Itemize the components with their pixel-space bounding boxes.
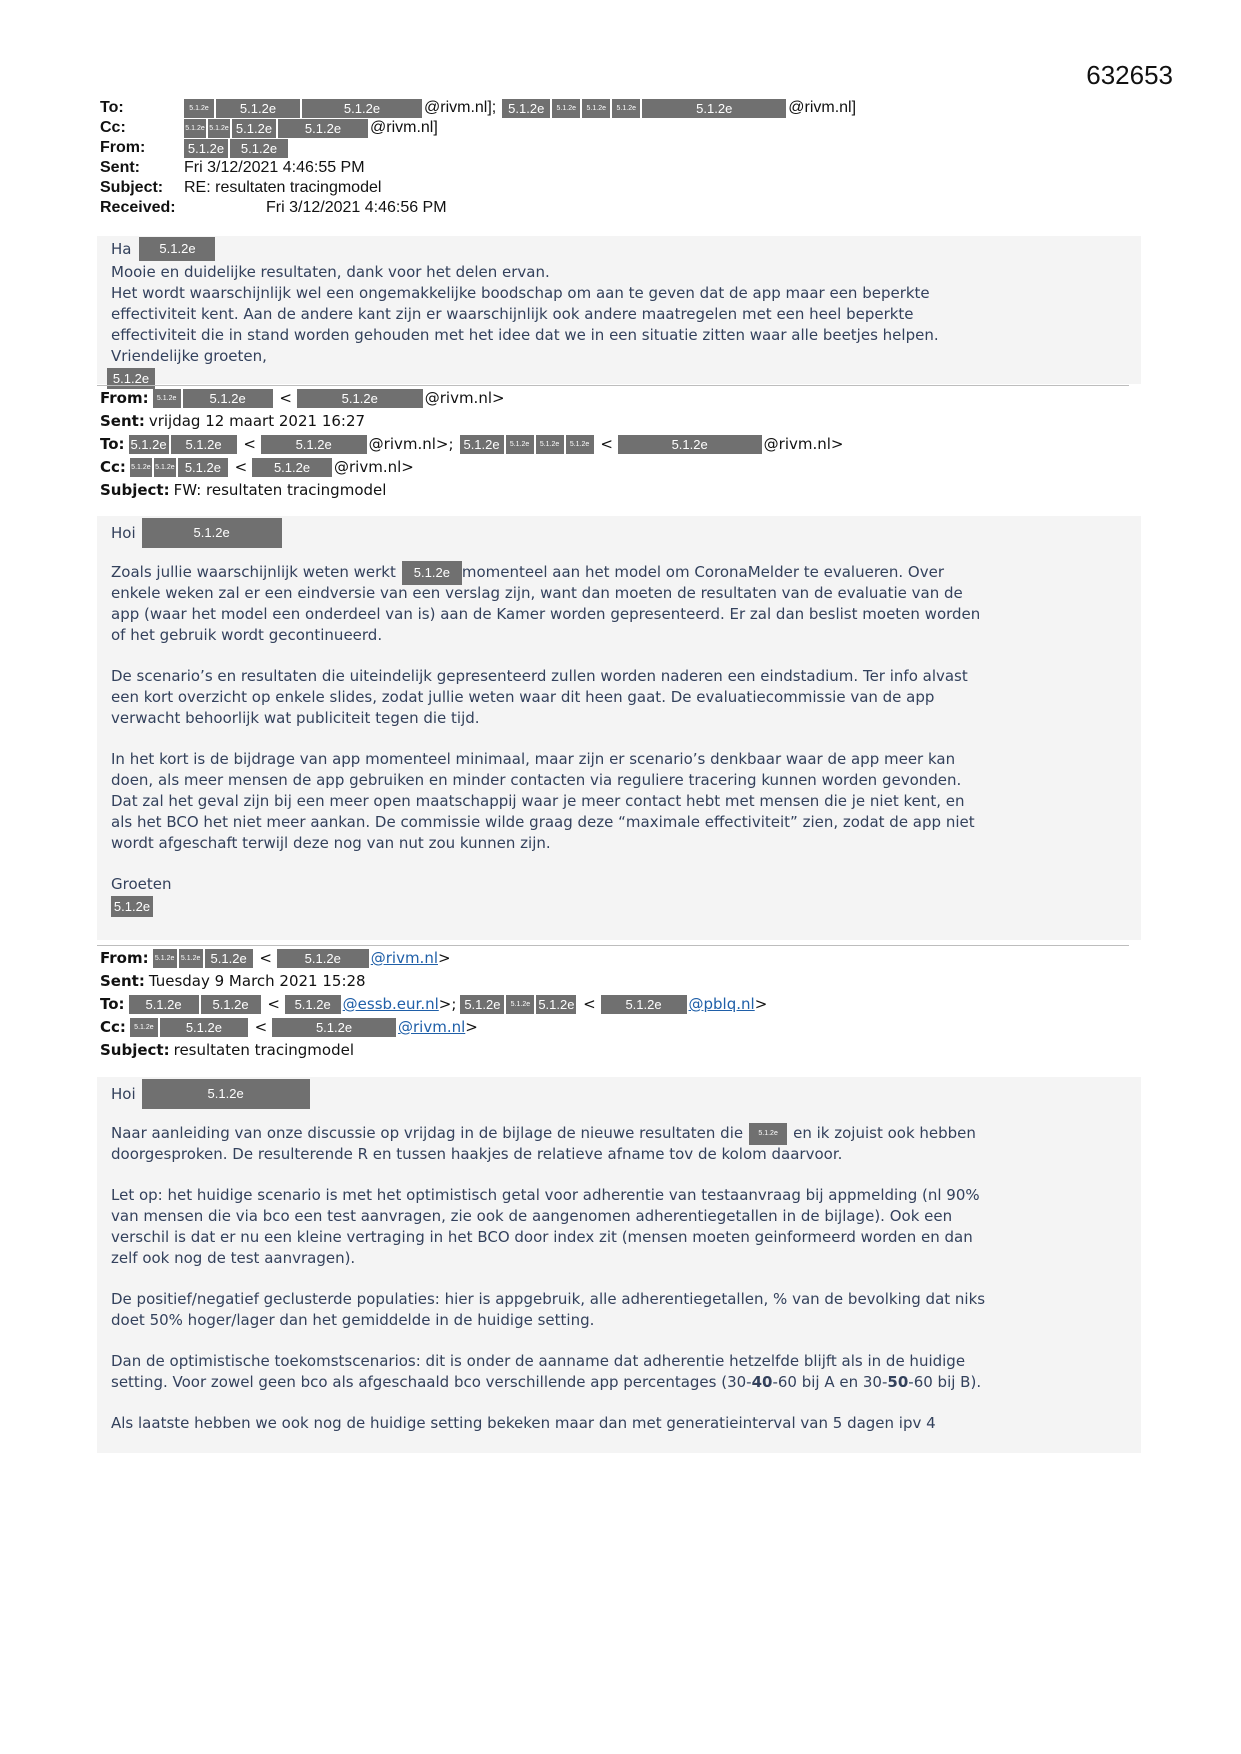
subject-value: FW: resultaten tracingmodel [173,481,387,499]
message-2-line: een kort overzicht op enkele slides, zodat jullie weten waar dit heen gaat. De evaluatiecommissie van de app [111,688,935,706]
redaction: 5.1.2e [216,99,300,118]
message-3-line: verschil is dat er nu een kleine vertraging in het BCO door index zit (mensen moeten geinformeerd worden en dan [111,1228,973,1246]
message-1-line: Mooie en duidelijke resultaten, dank voor het delen ervan. [111,263,550,281]
redaction: 5.1.2e [184,139,228,158]
to-row [100,98,856,118]
subject-value: resultaten tracingmodel [173,1041,355,1059]
message-2-line: of het gebruik wordt gecontinueerd. [111,626,383,644]
redaction: 5.1.2e [302,99,422,118]
redaction: 5.1.2e [160,1018,248,1037]
redaction: 5.1.2e [111,896,153,917]
redaction: 5.1.2e [184,119,206,138]
cc-label: Cc: [100,458,126,476]
email-link[interactable]: @rivm.nl [370,949,438,967]
message-2-body [97,516,1141,940]
from-suffix: @rivm.nl> [424,389,505,407]
message-2-line: als het BCO het niet meer aankan. De commissie wilde graag deze “maximale effectiviteit” zien, zodat de app niet [111,813,975,831]
subject-label: Subject: [100,179,164,196]
redaction: 5.1.2e [272,1018,396,1037]
redaction: 5.1.2e [178,458,228,477]
message-2-line: verwacht behoorlijk wat publiciteit tegen die tijd. [111,709,480,727]
to-suffix: @rivm.nl> [763,435,844,453]
message-3-text: -60 bij A en 30- [772,1373,888,1391]
redaction: 5.1.2e [612,99,640,118]
forwarded-header-1: From: 5.1.2e 5.1.2e < 5.1.2e @rivm.nl> Sent: vrijdag 12 maart 2021 16:27 To: 5.1.2e 5.1.2e < 5.1.2e @rivm.nl>; 5.1.2e 5.1.2e 5.1.2e 5.1.2e < 5.1.2e @rivm.nl> Cc: 5.1.2e 5.1.2e 5.1.2e < 5.1.2e @rivm.nl> Subject: FW: resultaten tracingmodel [100,387,844,502]
bold-value: 50 [887,1373,909,1391]
redaction: 5.1.2e [184,99,214,118]
redaction: 5.1.2e [208,119,230,138]
from-label: From: [100,949,149,967]
message-3-text: en ik zojuist ook hebben [793,1124,976,1142]
message-1-body [97,236,1141,384]
redaction: 5.1.2e [277,949,369,968]
redaction: 5.1.2e [179,949,203,968]
message-3-line: doet 50% hoger/lager dan het gemiddelde in de huidige setting. [111,1311,595,1329]
redaction: 5.1.2e [230,139,288,158]
received-label: Received: [100,199,176,216]
redaction: 5.1.2e [460,995,504,1014]
subject-label: Subject: [100,481,170,499]
message-2-line: De scenario’s en resultaten die uiteindelijk gepresenteerd zullen worden naderen een eindstadium. Ter info alvast [111,667,968,685]
redaction: 5.1.2e [460,435,504,454]
redaction: 5.1.2e [130,458,152,477]
forwarded-header-2: From: 5.1.2e 5.1.2e 5.1.2e < 5.1.2e @rivm.nl > Sent: Tuesday 9 March 2021 15:28 To: 5.1.2e 5.1.2e < 5.1.2e @essb.eur.nl >; 5.1.2e 5.1.2e 5.1.2e < 5.1.2e @pblq.nl > Cc: 5.1.2e 5.1.2e < 5.1.2e @rivm.nl > Subject: resultaten tracingmodel [100,947,767,1062]
redaction: 5.1.2e [107,368,155,389]
to-label: To: [100,99,124,116]
sent-value: Tuesday 9 March 2021 15:28 [148,972,366,990]
redaction: 5.1.2e [618,435,762,454]
to-label: To: [100,995,125,1013]
received-row [100,198,856,218]
subject-row [100,178,856,198]
redaction: 5.1.2e [538,997,575,1012]
redaction: 5.1.2e [552,99,580,118]
message-3-line: Als laatste hebben we ook nog de huidige setting bekeken maar dan met generatieinterval van 5 dagen ipv 4 [111,1414,936,1432]
closing: Groeten [111,875,172,893]
redaction: 5.1.2e [506,995,534,1014]
message-3-line: De positief/negatief geclusterde populaties: hier is appgebruik, alle adherentiegetallen, % van de bevolking dat niks [111,1290,986,1308]
message-3-line: zelf ook nog de test aanvragen). [111,1249,356,1267]
message-3-text: -60 bij B). [908,1373,982,1391]
redaction: 5.1.2e [139,237,215,261]
redaction: 5.1.2e [506,435,534,454]
bold-value: 40 [751,1373,773,1391]
message-2-line: app (waar het model een onderdeel van is) aan de Kamer worden gepresenteerd. Er zal dan beslist moeten worden [111,605,981,623]
redaction: 5.1.2e [130,437,167,452]
divider [97,945,1129,946]
redaction: 5.1.2e [642,99,786,118]
message-1-line: effectiviteit kent. Aan de andere kant zijn er waarschijnlijk ook andere maatregelen met een heel beperkte [111,305,914,323]
sent-row [100,158,856,178]
sent-label: Sent: [100,412,145,430]
redaction: 5.1.2e [402,561,462,585]
sent-label: Sent: [100,972,145,990]
redaction: 5.1.2e [154,458,176,477]
message-2-line: enkele weken zal er een eindversie van een verslag zijn, want dan moeten de resultaten van de evaluatie van de [111,584,963,602]
redaction: 5.1.2e [601,995,687,1014]
redaction: 5.1.2e [582,99,610,118]
redaction: 5.1.2e [142,1079,310,1109]
cc-suffix: @rivm.nl] [370,119,438,136]
document-number: 632653 [1086,60,1173,90]
message-3-line: doorgesproken. De resulterende R en tussen haakjes de relatieve afname tov de kolom daarvoor. [111,1145,843,1163]
to-suffix: @rivm.nl>; [368,435,454,453]
cc-suffix: @rivm.nl> [334,458,414,476]
to-suffix: @rivm.nl]; [424,99,497,116]
redaction: 5.1.2e [502,99,550,118]
message-3-text: Naar aanleiding van onze discussie op vrijdag in de bijlage de nieuwe resultaten die [111,1124,744,1142]
from-label: From: [100,139,146,156]
redaction: 5.1.2e [252,458,332,477]
redaction: 5.1.2e [153,949,177,968]
redaction: 5.1.2e [205,949,253,968]
from-label: From: [100,389,149,407]
redaction: 5.1.2e [232,119,276,138]
redaction: 5.1.2e [171,435,237,454]
cc-row [100,118,856,138]
message-3-body [97,1077,1141,1453]
bracket: > [465,1018,478,1036]
from-row [100,138,856,158]
separator: >; [438,995,457,1013]
redaction: 5.1.2e [153,389,181,408]
cc-label: Cc: [100,119,126,136]
message-3-line: Dan de optimistische toekomstscenarios: dit is onder de aanname dat adherentie hetzelfde blijft als in de huidige [111,1352,966,1370]
message-2-text: momenteel aan het model om CoronaMelder te evalueren. Over [461,563,945,581]
redaction: 5.1.2e [130,1018,158,1037]
message-2-text: Zoals jullie waarschijnlijk weten werkt [111,563,396,581]
subject-label: Subject: [100,1041,170,1059]
redaction: 5.1.2e [201,995,261,1014]
message-1-line: effectiviteit die in stand worden gehouden met het idee dat we in een situatie zitten waar alle beetjes helpen. [111,326,939,344]
message-2-line: doen, als meer mensen de app gebruiken en minder contacten via reguliere tracering kunnen worden gevonden. [111,771,962,789]
message-2-line: In het kort is de bijdrage van app momenteel minimaal, maar zijn er scenario’s denkbaar waar de app meer kan [111,750,956,768]
sent-label: Sent: [100,159,140,176]
bracket: > [438,949,451,967]
redaction: 5.1.2e [749,1123,787,1145]
message-3-text: setting. Voor zowel geen bco als afgeschaald bco verschillende app percentages (30- [111,1373,752,1391]
email-link[interactable]: @rivm.nl [398,1018,466,1036]
redaction: 5.1.2e [261,435,367,454]
message-2-line: wordt afgeschaft terwijl deze nog van nut zou kunnen zijn. [111,834,551,852]
greeting: Hoi [111,1084,136,1103]
bracket: > [754,995,768,1013]
email-link[interactable]: @essb.eur.nl [342,995,439,1013]
redaction: 5.1.2e [142,518,282,548]
message-1-line: Vriendelijke groeten, [111,347,267,365]
subject-value: RE: resultaten tracingmodel [184,179,382,196]
to-label: To: [100,435,125,453]
redaction: 5.1.2e [183,389,273,408]
message-3-line: Let op: het huidige scenario is met het optimistisch getal voor adherentie van testaanvraag bij appmelding (nl 90% [111,1186,980,1204]
email-link[interactable]: @pblq.nl [688,995,755,1013]
sent-value: vrijdag 12 maart 2021 16:27 [148,412,366,430]
redaction: 5.1.2e [285,995,341,1014]
received-value: Fri 3/12/2021 4:46:56 PM [266,199,447,216]
greeting: Hoi [111,523,136,542]
message-3-line: van mensen die via bco een test aanvragen, zie ook de aangenomen adherentiegetallen in de bijlage). Ook een [111,1207,953,1225]
message-1-line: Het wordt waarschijnlijk wel een ongemakkelijke boodschap om aan te geven dat de app maar een beperkte [111,284,930,302]
redaction: 5.1.2e [129,995,199,1014]
redaction: 5.1.2e [536,435,564,454]
to-suffix: @rivm.nl] [788,99,857,116]
greeting: Ha [111,239,132,258]
divider [97,385,1129,386]
redaction: 5.1.2e [297,389,423,408]
redaction: 5.1.2e [278,119,368,138]
message-2-line: Dat zal het geval zijn bij een meer open maatschappij waar je meer contact hebt met mensen die je niet kent, en [111,792,965,810]
sent-value: Fri 3/12/2021 4:46:55 PM [184,159,365,176]
outer-email-header [100,98,856,218]
cc-label: Cc: [100,1018,126,1036]
redaction: 5.1.2e [566,435,594,454]
